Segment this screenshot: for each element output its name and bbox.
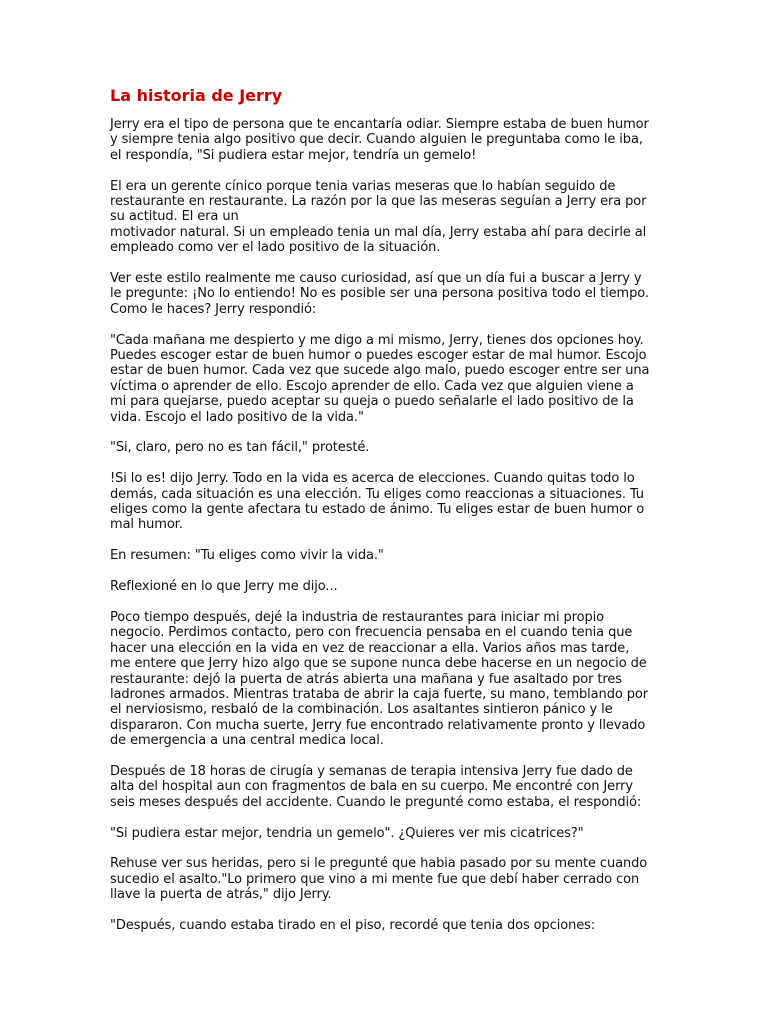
paragraph-8: Reflexioné en lo que Jerry me dijo... [110, 579, 338, 595]
paragraph-2: El era un gerente cínico porque tenia varias meseras que lo habían seguido de restaurante en restaurante. La razón por la que las meseras seguían a Jerry era por su actitud. El era un motivador natural. Si un empleado tenia un mal día, Jerry estaba ahí para decirle al empleado como ver el lado positivo de la situación. [110, 178, 647, 256]
document-page [110, 86, 658, 949]
paragraph-10: Después de 18 horas de cirugía y semanas de terapia intensiva Jerry fue dado de alta del hospital aun con fragmentos de bala en su cuerpo. Me encontré con Jerry seis meses después del accidente. Cuando le pregunté como estaba, el respondió: [110, 763, 642, 810]
paragraph-12: Rehuse ver sus heridas, pero si le pregunté que habia pasado por su mente cuando sucedio el asalto."Lo primero que vino a mi mente fue que debí haber cerrado con llave la puerta de atrás," dijo Jerry. [110, 856, 648, 903]
paragraph-5: "Si, claro, pero no es tan fácil," protesté. [110, 440, 370, 456]
paragraph-11: "Si pudiera estar mejor, tendria un gemelo". ¿Quieres ver mis cicatrices?" [110, 825, 584, 841]
paragraph-7: En resumen: "Tu eliges como vivir la vida." [110, 548, 384, 564]
paragraph-3: Ver este estilo realmente me causo curiosidad, así que un día fui a buscar a Jerry y le pregunte: ¡No lo entiendo! No es posible ser una persona positiva todo el tiempo. Como le haces? Jerry respondió: [110, 271, 649, 317]
document-title: La historia de Jerry [110, 86, 283, 105]
paragraph-4: "Cada mañana me despierto y me digo a mi mismo, Jerry, tienes dos opciones hoy. Puedes escoger estar de buen humor o puedes escoger estar de mal humor. Escojo estar de buen humor. Cada vez que sucede algo malo, puedo escoger entre ser una víctima o aprender de ello. Escojo aprender de ello. Cada vez que alguien viene a mi para quejarse, puedo aceptar su queja o puedo señalarle el lado positivo de la vida. Escojo el lado positivo de la vida." [110, 332, 650, 425]
document-body [110, 117, 658, 933]
paragraph-9: Poco tiempo después, dejé la industria de restaurantes para iniciar mi propio negocio. Perdimos contacto, pero con frecuencia pensaba en el cuando tenia que hacer una elección en la vida en vez de reaccionar a ella. Varios años mas tarde, me entere que Jerry hizo algo que se supone nunca debe hacerse en un negocio de restaurante: dejó la puerta de atrás abierta una mañana y fue asaltado por tres ladrones armados. Mientras trataba de abrir la caja fuerte, su mano, temblando por el nerviosismo, resbaló de la combinación. Los asaltantes sintieron pánico y le dispararon. Con mucha suerte, Jerry fue encontrado relativamente pronto y llevado de emergencia a una central medica local. [110, 609, 648, 749]
paragraph-6: !Si lo es! dijo Jerry. Todo en la vida es acerca de elecciones. Cuando quitas todo lo demás, cada situación es una elección. Tu eliges como reaccionas a situaciones. Tu eliges como la gente afectara tu estado de ánimo. Tu eliges estar de buen humor o mal humor. [110, 471, 645, 533]
paragraph-13: "Después, cuando estaba tirado en el piso, recordé que tenia dos opciones: [110, 917, 596, 933]
paragraph-1: Jerry era el tipo de persona que te encantaría odiar. Siempre estaba de buen humor y siempre tenia algo positivo que decir. Cuando alguien le preguntaba como le iba, el respondía, "Si pudiera estar mejor, tendría un gemelo! [110, 117, 649, 163]
